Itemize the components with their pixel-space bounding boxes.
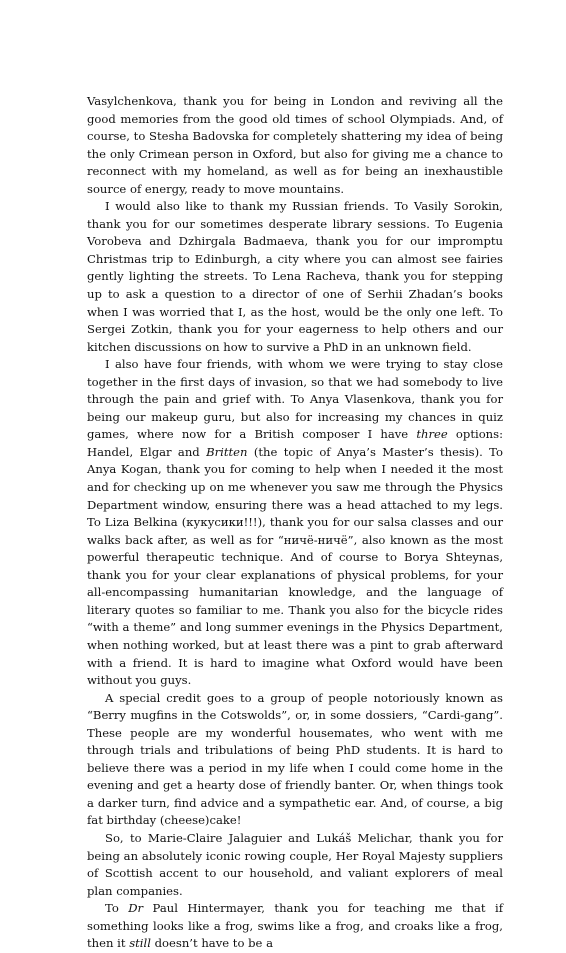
paragraph-text: doesn’t have to be a	[150, 936, 274, 951]
paragraph-text: I also have four friends, with whom we were trying to stay close together in the first days of invasion, so that we had somebody to live through the pain and grief with. To Anya Vlasenkova, thank you for being our makeup guru, but also for increasing my chances in quiz games, where now for a British composer I have	[87, 357, 503, 442]
italic-text: still	[129, 936, 151, 951]
acknowledgements-text	[87, 93, 503, 953]
italic-text: Britten	[206, 444, 248, 459]
paragraph-hintermayer	[87, 900, 503, 953]
paragraph-text: options: Handel, Elgar and	[87, 427, 504, 459]
italic-text: Dr	[128, 901, 144, 916]
paragraph-vasylchenkova-badovska	[87, 93, 503, 198]
paragraph-text: I would also like to thank my Russian friends. To Vasily Sorokin, thank you for our sometimes desperate library sessions. To Eugenia Vorobeva and Dzhirgala Badmaeva, thank you for our impromptu Christmas trip to Edinburgh, a city where you can almost see fairies gently lighting the streets. To Lena Racheva, thank you for stepping up to ask a question to a director of one of Serhii Zhadan’s books when I was worried that I, as the host, would be the only one left. To Sergei Zotkin, thank you for your eagerness to help others and our kitchen discussions on how to survive a PhD in an unknown field.	[87, 199, 503, 354]
paragraph-russian-friends	[87, 198, 503, 356]
paragraph-text: So, to Marie-Claire Jalaguier and Lukáš Melichar, thank you for being an absolutely iconic rowing couple, Her Royal Majesty suppliers of Scottish accent to our household, and valiant explorers of meal plan companies.	[87, 830, 503, 898]
paragraph-text: (the topic of Anya’s Master’s thesis). To Anya Kogan, thank you for coming to help when I needed it the most and for checking up on me whenever you saw me through the Physics Department window, ensuring there was a head attached to my legs. To Liza Belkina (кукусики!!!), thank you for our salsa classes and our walks back after, as well as for “ничё-ничё”, also known as the most powerful therapeutic technique. And of course to Borya Shteynas, thank you for your clear explanations of physical problems, for your all-encompassing humanitarian knowledge, and the language of literary quotes so familiar to me. Thank you also for the bicycle rides “with a theme” and long summer evenings in the Physics Department, when nothing worked, but at least there was a pint to grab afterward with a friend. It is hard to imagine what Oxford would have been without you guys.	[87, 444, 503, 688]
italic-text: three	[416, 427, 448, 442]
paragraph-housemates	[87, 690, 503, 830]
paragraph-four-friends	[87, 356, 503, 689]
paragraph-text: Paul Hintermayer, thank you for teaching me that if something looks like a frog, swims like a frog, and croaks like a frog, then it	[87, 901, 503, 951]
paragraph-text: Vasylchenkova, thank you for being in London and reviving all the good memories from the good old times of school Olympiads. And, of course, to Stesha Badovska for completely shattering my idea of being the only Crimean person in Oxford, but also for giving me a chance to reconnect with my homeland, as well as for being an inexhaustible source of energy, ready to move mountains.	[87, 94, 503, 196]
paragraph-text: A special credit goes to a group of people notoriously known as “Berry mugfins in the Cotswolds”, or, in some dossiers, “Cardi-gang”. These people are my wonderful housemates, who went with me through trials and tribulations of being PhD students. It is hard to believe there was a period in my life when I could come home in the evening and get a hearty dose of friendly banter. Or, when things took a darker turn, find advice and a sympathetic ear. And, of course, a big fat birthday (cheese)cake!	[87, 690, 503, 828]
paragraph-jalaguier-melichar	[87, 830, 503, 900]
paragraph-text: To	[105, 901, 129, 916]
